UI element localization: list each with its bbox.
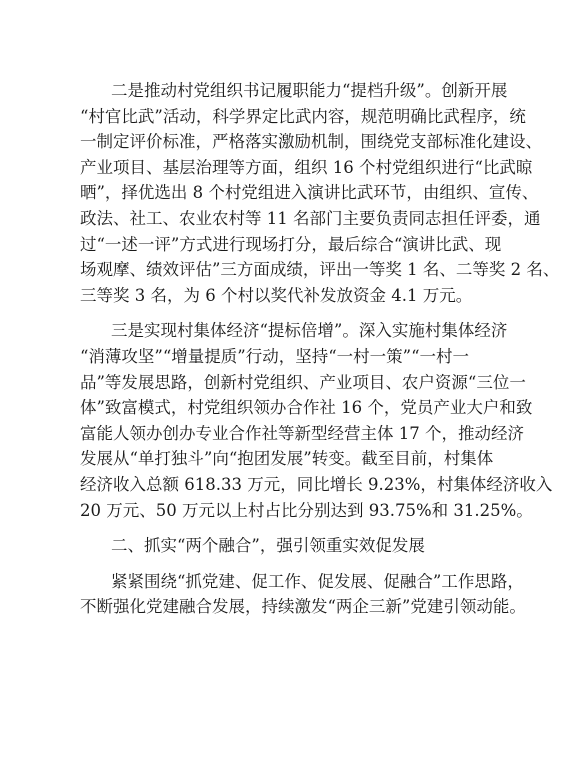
paragraph-collective-economy	[80, 318, 553, 523]
text-line: 三是实现村集体经济“提标倍增”。深入实施村集体经济	[111, 321, 508, 341]
paragraph-village-secretary-competition	[80, 78, 560, 308]
text-line: 紧紧围绕“抓党建、促工作、促发展、促融合”工作思路，	[111, 571, 524, 591]
text-line: “消薄攻坚”“增量提质”行动，坚持“一村一策”“一村一	[80, 346, 470, 366]
text-line: 场观摩、绩效评估”三方面成绩，评出一等奖 1 名、二等奖 2 名、	[80, 260, 560, 280]
text-line: 产业项目、基层治理等方面，组织 16 个村党组织进行“比武晾	[80, 157, 533, 177]
text-line: 二是推动村党组织书记履职能力“提档升级”。创新开展	[111, 81, 508, 100]
text-line: 经济收入总额 618.33 万元，同比增长 9.23%，村集体经济收入	[80, 474, 553, 494]
text-line: 晒”，择优选出 8 个村党组进入演讲比武环节，由组织、宣传、	[80, 183, 539, 203]
text-line: 不断强化党建融合发展，持续激发“两企三新”党建引领动能。	[80, 597, 526, 617]
text-line: 体”致富模式，村党组织领办合作社 16 个，党员产业大户和致	[80, 398, 533, 418]
text-line: 品”等发展思路，创新村党组织、产业项目、农户资源“三位一	[80, 372, 526, 392]
text-line: “村官比武”活动，科学界定比武内容，规范明确比武程序，统	[80, 106, 526, 126]
text-line: 20 万元、50 万元以上村占比分别达到 93.75%和 31.25%。	[80, 500, 533, 520]
section-heading-text: 二、抓实“两个融合”，强引领重实效促发展	[111, 536, 425, 556]
text-line: 发展从“单打独斗”向“抱团发展”转变。截至目前，村集体	[80, 449, 494, 469]
text-line: 富能人领办创办专业合作社等新型经营主体 17 个，推动经济	[80, 423, 524, 443]
text-line: 过“一述一评”方式进行现场打分，最后综合“演讲比武、现	[80, 234, 502, 254]
paragraph-party-integration	[80, 569, 526, 620]
text-line: 政法、社工、农业农村等 11 名部门主要负责同志担任评委，通	[80, 208, 541, 228]
document-body	[80, 78, 560, 620]
text-line: 三等奖 3 名，为 6 个村以奖代补发放资金 4.1 万元。	[80, 285, 473, 305]
section-heading	[80, 533, 514, 559]
text-line: 一制定评价标准，严格落实激励机制，围绕党支部标准化建设、	[80, 132, 542, 152]
